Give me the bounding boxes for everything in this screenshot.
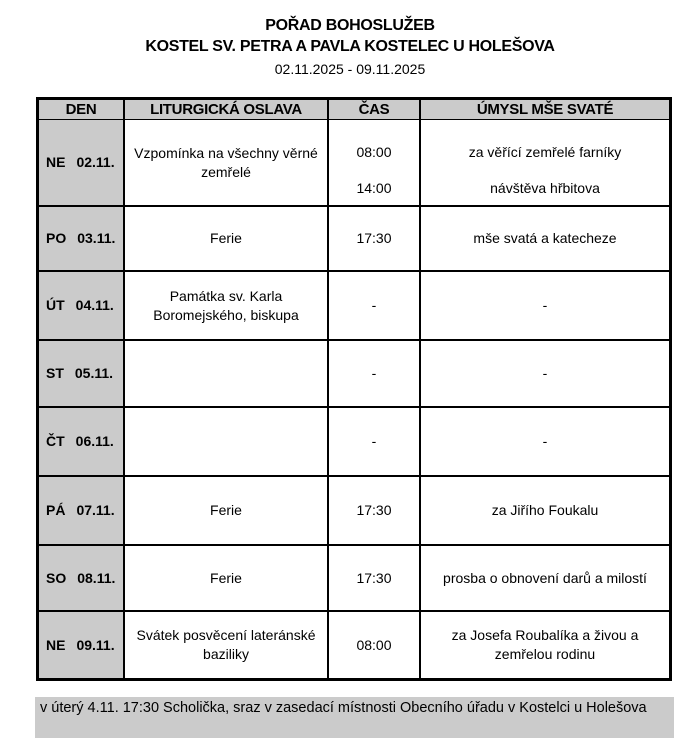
time-value: -	[371, 365, 377, 381]
feast-cell	[125, 546, 329, 610]
time-cell	[329, 341, 421, 406]
intention-text: návštěva hřbitova	[490, 180, 600, 196]
intention-cell	[421, 341, 669, 406]
time-cell	[329, 477, 421, 544]
intention-text: za Josefa Roubalíka a živou a zemřelou rodinu	[451, 627, 639, 662]
page-subtitle: KOSTEL SV. PETRA A PAVLA KOSTELEC U HOLEŠOVA	[145, 38, 555, 55]
feast-cell	[125, 477, 329, 544]
intention-cell	[421, 272, 669, 339]
day-cell	[39, 612, 125, 678]
feast-cell	[125, 408, 329, 475]
day-cell	[39, 341, 125, 406]
col-header-liturgicka-oslava: LITURGICKÁ OSLAVA	[125, 100, 329, 119]
table-row-pa-07-11	[39, 477, 669, 546]
footer-note-bar	[35, 697, 674, 738]
feast-cell	[125, 272, 329, 339]
day-date: 05.11.	[74, 365, 114, 381]
intention-text: za Jiřího Foukalu	[491, 502, 599, 518]
feast-label: Svátek posvěcení lateránské baziliky	[136, 627, 316, 662]
day-cell	[39, 477, 125, 544]
table-row-so-08-11	[39, 546, 669, 612]
table-header-row	[39, 100, 669, 120]
time-value: 17:30	[356, 569, 392, 586]
intention-cell	[421, 477, 669, 544]
feast-label: Památka sv. Karla Boromejského, biskupa	[153, 287, 299, 323]
time-cell	[329, 272, 421, 339]
time-value: -	[371, 297, 377, 313]
col-header-cas: ČAS	[329, 100, 421, 119]
feast-cell	[125, 120, 329, 205]
table-row-st-05-11	[39, 341, 669, 408]
day-date: 08.11.	[77, 569, 116, 586]
day-abbr: PO	[46, 230, 67, 246]
feast-cell	[125, 341, 329, 406]
table-row-ne-02-11	[39, 120, 669, 207]
col-header-umysl-mse-svate: ÚMYSL MŠE SVATÉ	[421, 100, 669, 119]
day-abbr: SO	[46, 569, 67, 586]
day-abbr: PÁ	[46, 502, 66, 518]
feast-label: Ferie	[210, 569, 242, 586]
day-date: 07.11.	[76, 502, 115, 518]
intention-text: prosba o obnovení darů a milostí	[443, 569, 647, 586]
intention-text: mše svatá a katecheze	[473, 230, 617, 246]
time-cell	[329, 408, 421, 475]
date-range: 02.11.2025 - 09.11.2025	[274, 61, 426, 77]
time-value: -	[371, 433, 377, 449]
day-cell	[39, 207, 125, 270]
feast-label: Ferie	[210, 502, 242, 518]
schedule-table	[36, 97, 672, 681]
feast-label: Ferie	[210, 230, 242, 246]
time-cell	[329, 546, 421, 610]
intention-cell	[421, 612, 669, 678]
time-value: 08:00	[356, 144, 392, 160]
table-row-ct-06-11	[39, 408, 669, 477]
day-date: 06.11.	[75, 433, 114, 449]
table-row-ut-04-11	[39, 272, 669, 341]
time-value: 14:00	[356, 180, 392, 196]
intention-text: za věřící zemřelé farníky	[468, 144, 622, 160]
feast-cell	[125, 207, 329, 270]
feast-label: Vzpomínka na všechny věrné zemřelé	[134, 144, 318, 180]
day-abbr: ÚT	[46, 297, 65, 313]
page-title: POŘAD BOHOSLUŽEB	[265, 17, 435, 34]
day-date: 03.11.	[77, 230, 116, 246]
day-date: 04.11.	[75, 297, 114, 313]
col-header-den: DEN	[39, 100, 125, 119]
title-block	[0, 15, 700, 78]
time-value: 17:30	[356, 502, 392, 518]
day-cell	[39, 408, 125, 475]
table-row-ne-09-11	[39, 612, 669, 678]
day-abbr: NE	[46, 154, 66, 170]
intention-cell	[421, 120, 669, 205]
day-abbr: ST	[46, 365, 64, 381]
time-cell	[329, 120, 421, 205]
time-cell	[329, 612, 421, 678]
day-cell	[39, 272, 125, 339]
footer-note-text: v úterý 4.11. 17:30 Scholička, sraz v zasedací místnosti Obecního úřadu v Kostelci u Holešova	[40, 700, 647, 716]
time-value: 17:30	[356, 230, 392, 246]
intention-text: -	[542, 433, 548, 449]
intention-cell	[421, 408, 669, 475]
day-abbr: ČT	[46, 433, 65, 449]
day-abbr: NE	[46, 636, 66, 653]
day-date: 02.11.	[76, 154, 115, 170]
day-cell	[39, 120, 125, 205]
intention-cell	[421, 546, 669, 610]
intention-text: -	[542, 365, 548, 381]
time-value: 08:00	[356, 636, 392, 653]
day-cell	[39, 546, 125, 610]
table-row-po-03-11	[39, 207, 669, 272]
intention-cell	[421, 207, 669, 270]
feast-cell	[125, 612, 329, 678]
time-cell	[329, 207, 421, 270]
day-date: 09.11.	[76, 636, 115, 653]
intention-text: -	[542, 297, 548, 313]
